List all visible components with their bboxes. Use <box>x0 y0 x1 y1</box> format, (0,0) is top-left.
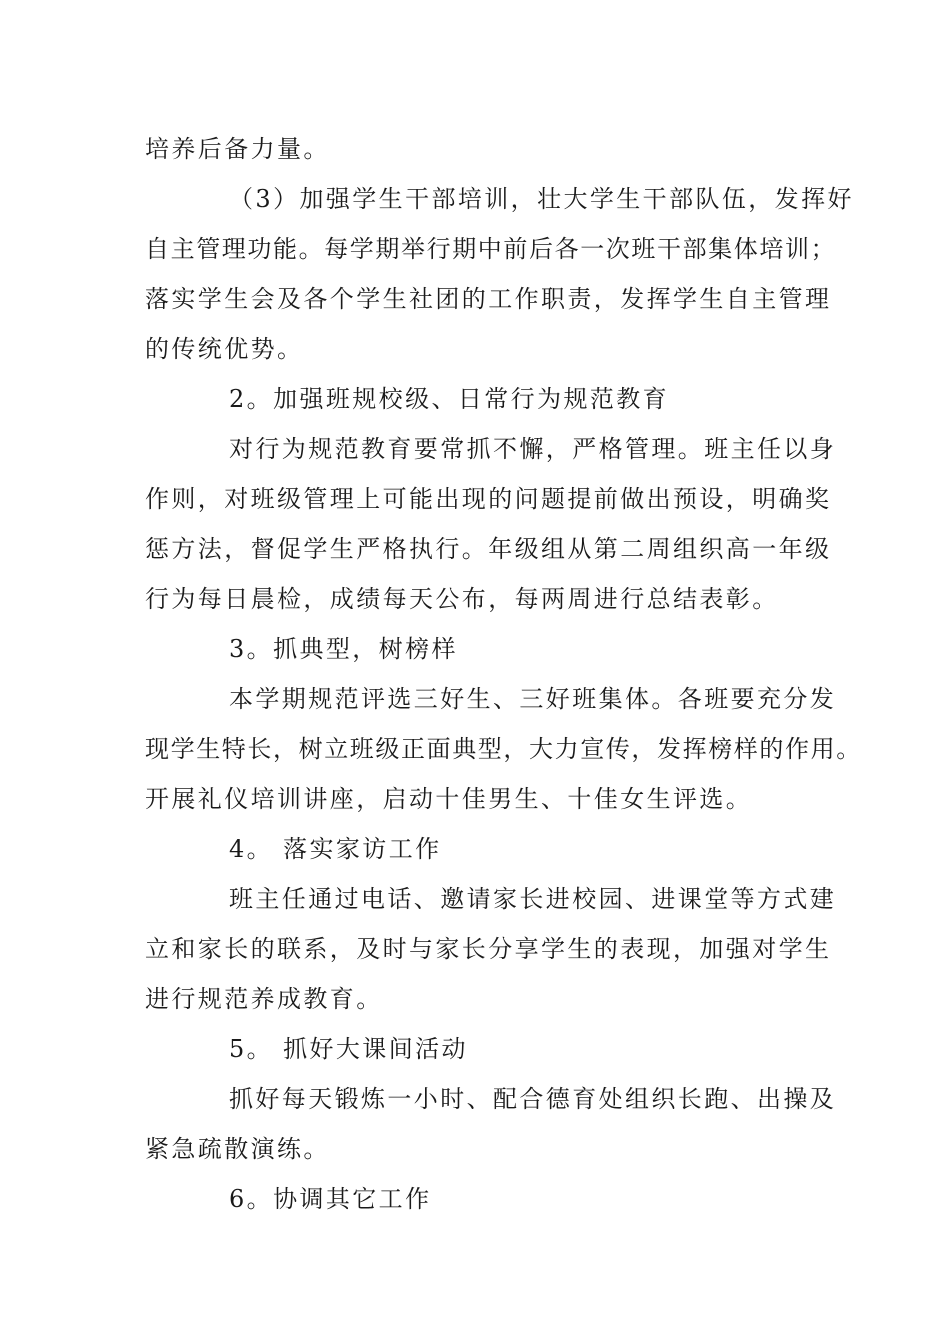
text-line: 惩方法，督促学生严格执行。年级组从第二周组织高一年级 <box>145 535 832 563</box>
text-line: 自主管理功能。每学期举行期中前后各一次班干部集体培训； <box>145 235 837 263</box>
section-heading: 6。协调其它工作 <box>229 1185 432 1213</box>
section-heading: 5。 抓好大课间活动 <box>229 1035 468 1063</box>
text-line: 进行规范养成教育。 <box>145 985 383 1013</box>
section-heading: 4。 落实家访工作 <box>229 835 442 863</box>
text-line: 紧急疏散演练。 <box>145 1135 330 1163</box>
text-line: 班主任通过电话、邀请家长进校园、进课堂等方式建 <box>229 885 837 913</box>
text-line: 立和家长的联系，及时与家长分享学生的表现，加强对学生 <box>145 935 832 963</box>
text-line: 抓好每天锻炼一小时、配合德育处组织长跑、出操及 <box>229 1085 837 1113</box>
section-heading: 2。加强班规校级、日常行为规范教育 <box>229 385 670 413</box>
text-line: 本学期规范评选三好生、三好班集体。各班要充分发 <box>229 685 837 713</box>
text-line: 开展礼仪培训讲座，启动十佳男生、十佳女生评选。 <box>145 785 753 813</box>
section-heading: 3。抓典型，树榜样 <box>229 635 458 663</box>
text-line: 行为每日晨检，成绩每天公布，每两周进行总结表彰。 <box>145 585 779 613</box>
text-line: （3）加强学生干部培训，壮大学生干部队伍，发挥好 <box>229 185 854 213</box>
text-line: 现学生特长，树立班级正面典型，大力宣传，发挥榜样的作用。 <box>145 735 862 763</box>
document-body <box>145 124 862 1224</box>
text-line: 作则，对班级管理上可能出现的问题提前做出预设，明确奖 <box>145 485 832 513</box>
text-line: 培养后备力量。 <box>145 135 330 163</box>
text-line: 的传统优势。 <box>145 335 304 363</box>
text-line: 对行为规范教育要常抓不懈，严格管理。班主任以身 <box>229 435 837 463</box>
text-line: 落实学生会及各个学生社团的工作职责，发挥学生自主管理 <box>145 285 832 313</box>
